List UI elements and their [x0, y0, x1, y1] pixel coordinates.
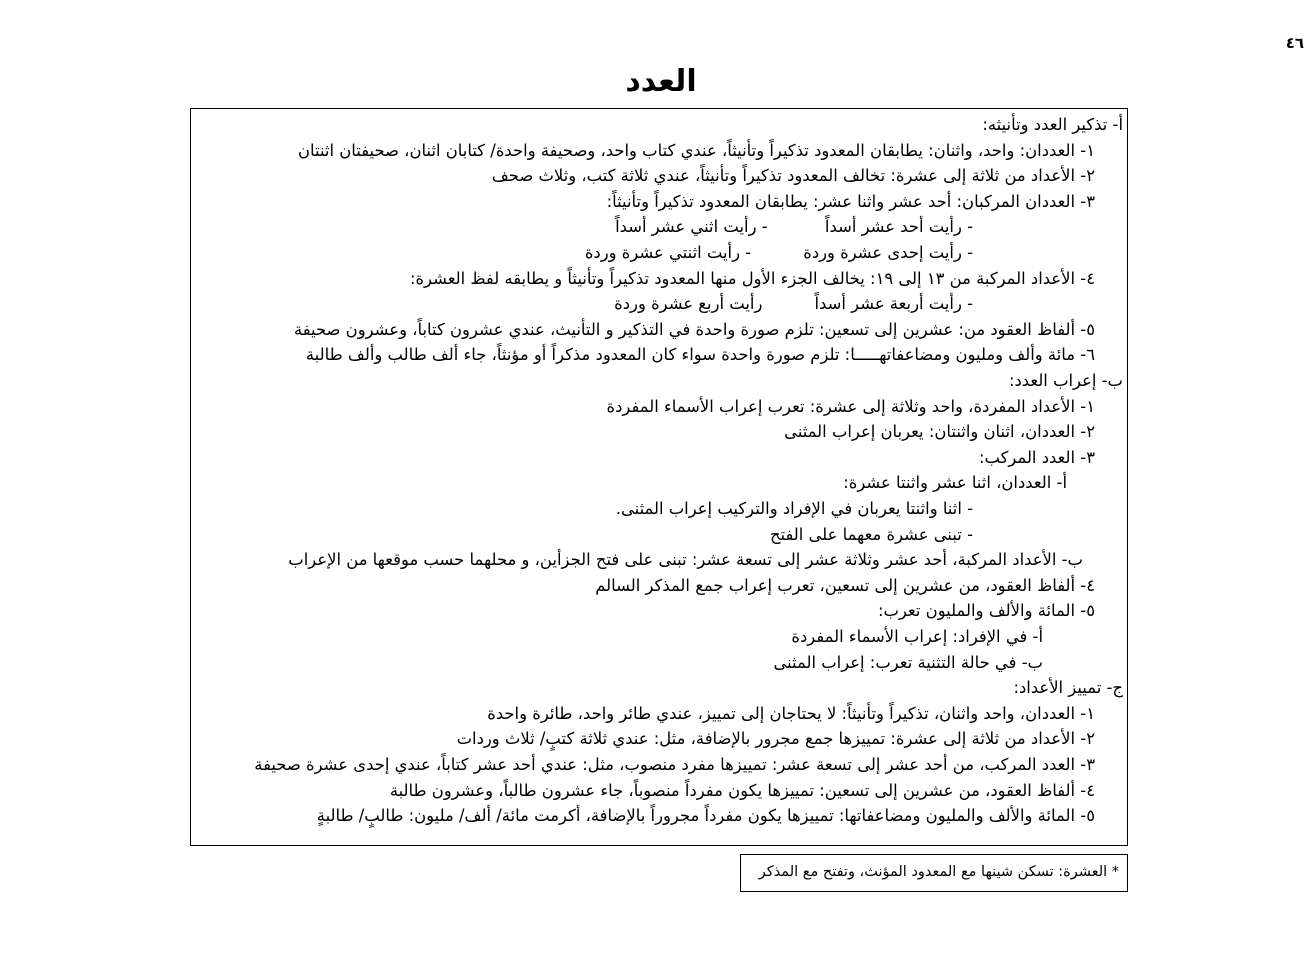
text-line: ٣- العددان المركبان: أحد عشر واثنا عشر: يطابقان المعدود تذكيراً وتأنيثاً:: [606, 191, 1095, 211]
text-line: ب- الأعداد المركبة، أحد عشر وثلاثة عشر إلى تسعة عشر: تبنى على فتح الجزأين، و محلهما حسب موقعها من الإعراب: [288, 550, 1083, 570]
content-box: [190, 108, 1128, 846]
text-line: ٣- العدد المركب:: [979, 447, 1095, 467]
text-line: - رأيت أربعة عشر أسداً رأيت أربع عشرة وردة: [614, 294, 973, 314]
text-line: ٤- الأعداد المركبة من ١٣ إلى ١٩: يخالف الجزء الأول منها المعدود تذكيراً وتأنيثاً و يطابقه لفظ العشرة:: [409, 268, 1095, 288]
text-line: ٥- المائة والألف والمليون ومضاعفاتها: تمييزها يكون مفرداً مجروراً بالإضافة، أكرمت مائة/ ألف/ مليون: طالبٍ/ طالبةٍ: [316, 806, 1095, 826]
text-line: ب- إعراب العدد:: [1008, 371, 1123, 390]
text-line: ٣- العدد المركب، من أحد عشر إلى تسعة عشر: تمييزها مفرد منصوب، مثل: عندي أحد عشر كتاباً، عندي إحدى عشرة صحيفة: [254, 755, 1095, 774]
page-number: ٤٦: [1285, 34, 1304, 52]
text-line: ٢- الأعداد من ثلاثة إلى عشرة: تمييزها جمع مجرور بالإضافة، مثل: عندي ثلاثة كتبٍ/ ثلاث وردات: [456, 729, 1095, 749]
text-line: ٤- ألفاظ العقود، من عشرين إلى تسعين: تمييزها يكون مفرداً منصوباً، جاء عشرون طالباً، وعشرون طالبة: [389, 780, 1095, 800]
text-line: ٥- ألفاظ العقود من: عشرين إلى تسعين: تلزم صورة واحدة في التذكير و التأنيث، عندي عشرون كتاباً، وعشرون صحيفة: [293, 319, 1095, 339]
text-line: ب- في حالة التثنية تعرب: إعراب المثنى: [773, 652, 1043, 672]
text-line: ٥- المائة والألف والمليون تعرب:: [878, 601, 1095, 621]
text-line: ٦- مائة وألف ومليون ومضاعفاتهـــــا: تلزم صورة واحدة سواء كان المعدود مذكراً أو مؤنثاً، جاء ألف طالب وألف طالبة: [305, 345, 1095, 365]
text-line: - اثنا واثنتا يعربان في الإفراد والتركيب إعراب المثنى.: [615, 499, 973, 518]
text-line: ١- العددان، واحد واثنان، تذكيراً وتأنيثاً: لا يحتاجان إلى تمييز، عندي طائر واحد، طائرة واحدة: [487, 703, 1095, 723]
text-line: ١- العددان: واحد، واثنان: يطابقان المعدود تذكيراً وتأنيثاً، عندي كتاب واحد، وصحيفة واحدة/ كتابان اثنان، صحيفتان اثنتان: [298, 140, 1095, 160]
text-line: ٢- العددان، اثنان واثنتان: يعربان إعراب المثنى: [784, 422, 1095, 442]
text-line: - رأيت إحدى عشرة وردة - رأيت اثنتي عشرة وردة: [584, 243, 973, 262]
text-line: - تبنى عشرة معهما على الفتح: [769, 524, 973, 544]
text-line: ٤- ألفاظ العقود، من عشرين إلى تسعين، تعرب إعراب جمع المذكر السالم: [595, 575, 1095, 595]
text-line: أ- تذكير العدد وتأنيثه:: [982, 115, 1123, 134]
text-line: ١- الأعداد المفردة، واحد وثلاثة إلى عشرة: تعرب إعراب الأسماء المفردة: [606, 396, 1095, 416]
text-line: ٢- الأعداد من ثلاثة إلى عشرة: تخالف المعدود تذكيراً وتأنيثاً، عندي ثلاثة كتب، وثلاث صحف: [491, 166, 1095, 186]
text-line: - رأيت أحد عشر أسداً - رأيت اثني عشر أسداً: [615, 217, 973, 237]
text-line: أ- في الإفراد: إعراب الأسماء المفردة: [791, 627, 1043, 646]
text-line: أ- العددان، اثنا عشر واثنتا عشرة:: [843, 473, 1067, 493]
footnote-box: * العشرة: تسكن شينها مع المعدود المؤنث، وتفتح مع المذكر: [740, 854, 1128, 892]
text-line: ج- تمييز الأعداد:: [1013, 678, 1123, 698]
page-title: العدد: [625, 64, 697, 99]
